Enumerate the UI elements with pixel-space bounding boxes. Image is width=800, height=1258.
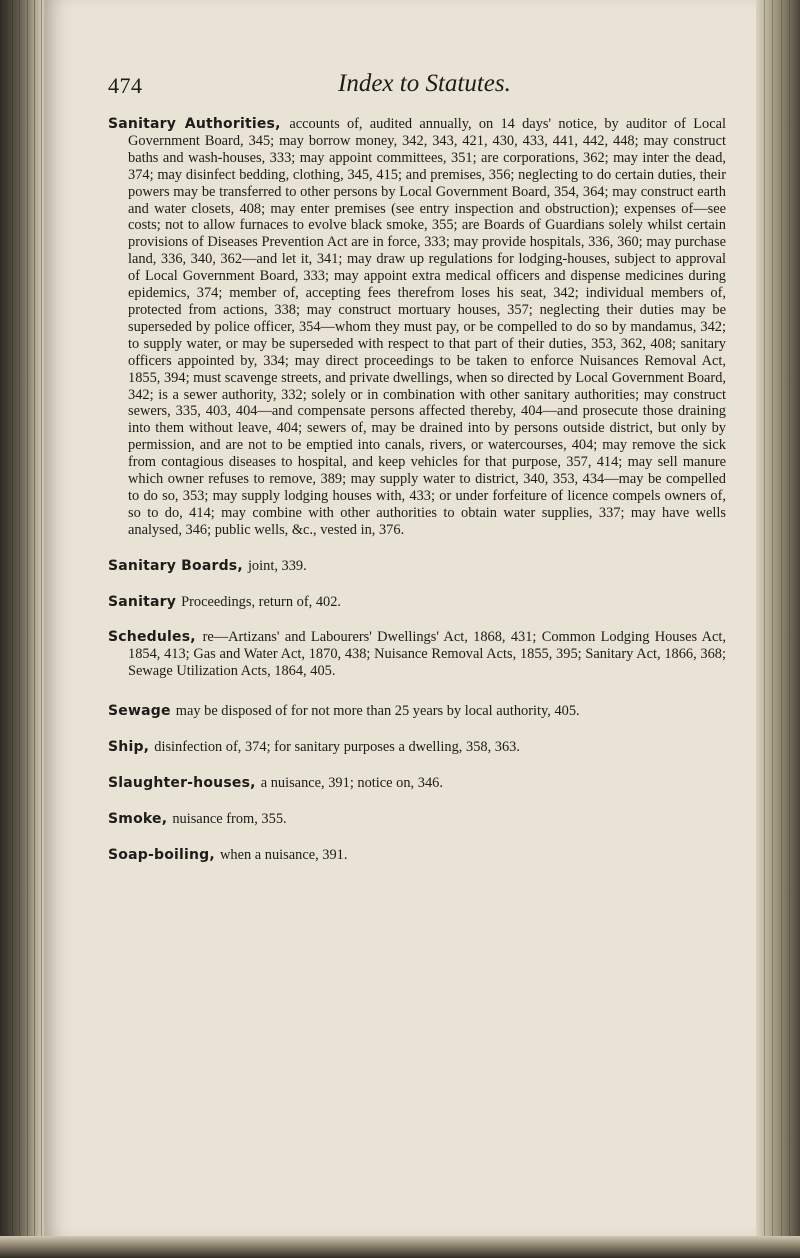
entry-heading: Ship, xyxy=(108,739,155,756)
index-entry xyxy=(108,775,726,792)
index-entry xyxy=(108,847,726,864)
entry-heading: Sanitary xyxy=(108,593,182,610)
entry-heading: Soap-boiling, xyxy=(108,846,220,863)
entry-heading: Sanitary Boards, xyxy=(108,557,248,574)
index-column xyxy=(108,72,726,883)
entry-text: disinfection of, 374; for sanitary purposes a dwelling, 358, 363. xyxy=(154,739,520,756)
entry-heading: Smoke, xyxy=(108,810,173,827)
entry-text: a nuisance, 391; notice on, 346. xyxy=(260,775,443,791)
index-entry xyxy=(108,739,726,756)
index-entry xyxy=(108,811,726,828)
page-number: 474 xyxy=(108,73,143,98)
entry-text: nuisance from, 355. xyxy=(172,810,287,827)
entry-text: joint, 339. xyxy=(247,557,307,574)
index-entry xyxy=(108,594,726,611)
page-bottom-edge xyxy=(0,1236,800,1258)
entry-text: may be disposed of for not more than 25 years by local authority, 405. xyxy=(175,703,580,720)
entry-text: accounts of, audited annually, on 14 days' notice, by auditor of Local Government Board, 345; may borrow money, 342, 343, 421, 430, 433, 441, 442, 448; may construct baths and wash-houses, 333; may appoint committees, 351; are corporations, 362; may inter the dead, 374; may disinfect bedding, clothing, 345, 415; and premises, 356; neglecting to do certain duties, their powers may be transferred to other persons by Local Government Board, 354, 364; may construct earth and water closets, 408; may enter premises (see entry inspection and obstruction); expenses of—see costs; not to allow furnaces to evolve black smoke, 355; are Boards of Guardians solely whilst certain provisions of Diseases Prevention Act are in force, 333; may provide hospitals, 336, 360; may purchase land, 336, 340, 362—and let it, 341; may draw up regulations for lodging-houses, subject to approval of Local Government Board, 333; may appoint extra medical officers and dispense medicines during epidemics, 374; member of, accepting fees therefrom loses his seat, 342; individual members of, protected from actions, 338; may construct mortuary houses, 357; neglecting their duties may be superseded by police officer, 354—whom they must pay, or be compelled to do so by mandamus, 342; to supply water, or may be superseded with respect to that part of their duties, 353, 362, 408; sanitary officers appointed by, 334; may direct proceedings to be taken to enforce Nuisances Removal Act, 1855, 394; must scavenge streets, and private dwellings, when so directed by Local Government Board, 342; is a sewer authority, 332; solely or in combination with other sanitary authorities; may construct sewers, 335, 403, 404—and compensate persons affected thereby, 404—and prosecute those draining into them without leave, 404; sewers of, may be drained into by persons outside district, but only by permission, and are not to be emptied into canals, rivers, or watercourses, 404; may remove the sick from contagious diseases to hospital, and keep vehicles for that purpose, 357, 414; may sell manure which owner refuses to remove, 389; may supply water to district, 340, 353, 434—may be compelled to do so, 353; may supply lodging houses with, 433; or under forfeiture of licence compels owners of, so to do, 414; may combine with other authorities to obtain water supplies, 337; may have wells analysed, 346; public wells, &c., vested in, 376. xyxy=(128,116,726,538)
entry-heading: Sewage xyxy=(108,703,176,720)
page-header xyxy=(108,72,726,112)
entry-heading: Schedules, xyxy=(108,629,203,646)
index-entry xyxy=(108,629,726,680)
entry-heading: Slaughter-houses, xyxy=(108,775,261,791)
page-stack-right-edge xyxy=(756,0,800,1258)
entry-text: when a nuisance, 391. xyxy=(220,846,348,863)
index-entry xyxy=(108,558,726,575)
entry-text: Proceedings, return of, 402. xyxy=(181,593,341,610)
entry-heading: Sanitary Authorities, xyxy=(108,116,290,132)
book-spine-left-edge xyxy=(0,0,48,1258)
index-entry xyxy=(108,703,726,720)
entry-text: re—Artizans' and Labourers' Dwellings' Act, 1868, 431; Common Lodging Houses Act, 1854, 413; Gas and Water Act, 1870, 438; Nuisance Removal Acts, 1855, 395; Sanitary Act, 1866, 368; Sewage Utilization Acts, 1864, 405. xyxy=(128,629,726,680)
running-title: Index to Statutes. xyxy=(338,70,511,97)
index-entry xyxy=(108,116,726,539)
